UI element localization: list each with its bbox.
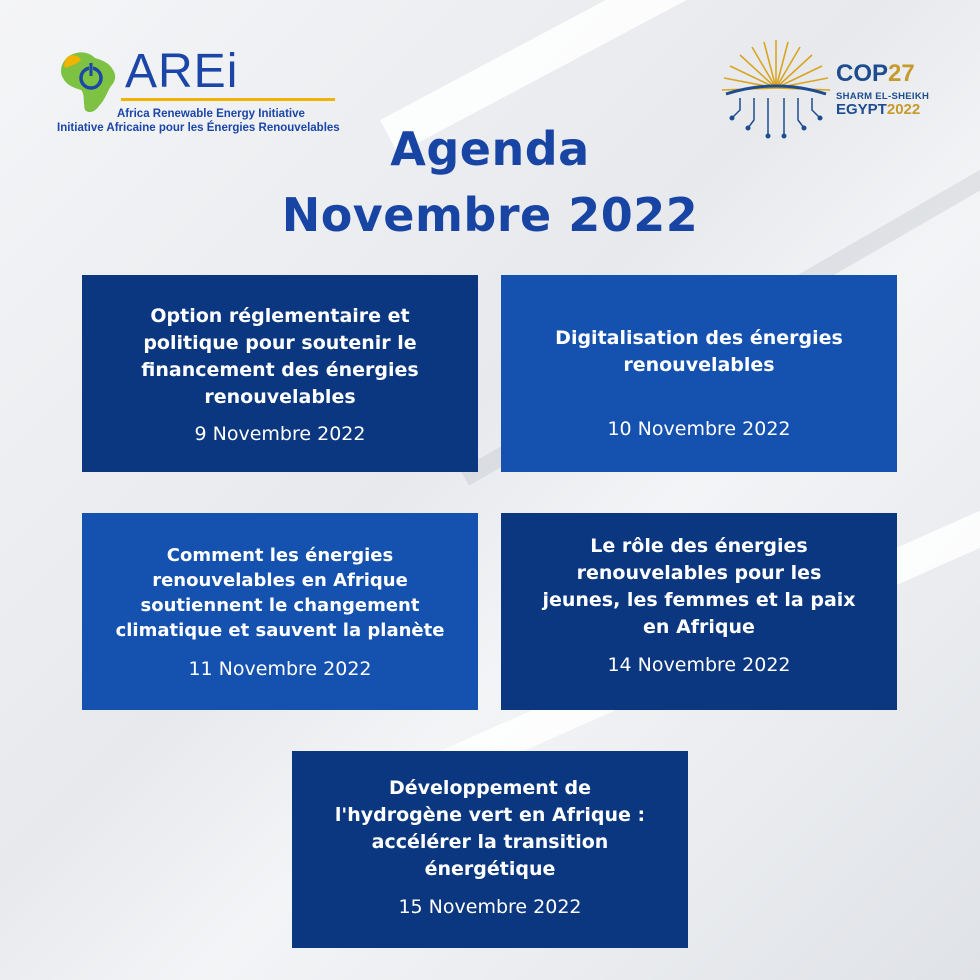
- event-title: Développement de l'hydrogène vert en Afrique : accélérer la transition énergétique: [334, 777, 646, 880]
- event-card: [292, 751, 688, 948]
- arei-divider: [121, 98, 335, 101]
- event-date: 9 Novembre 2022: [194, 423, 366, 445]
- event-date: 10 Novembre 2022: [607, 418, 791, 440]
- cop27-city: SHARM EL-SHEIKH: [836, 91, 930, 102]
- event-date: 14 Novembre 2022: [607, 654, 791, 676]
- event-card: [501, 513, 897, 710]
- event-title: Digitalisation des énergies renouvelables: [555, 327, 843, 376]
- event-card: [82, 275, 478, 472]
- event-date: 15 Novembre 2022: [398, 896, 582, 918]
- page-subtitle: Novembre 2022: [281, 188, 699, 242]
- event-title: Le rôle des énergies renouvelables pour les jeunes, les femmes et la paix en Afrique: [542, 535, 856, 638]
- event-card: [501, 275, 897, 472]
- cop27-country-year: EGYPT2022: [836, 101, 921, 118]
- arei-subtitle-fr: Initiative Africaine pour les Énergies Renouvelables: [57, 122, 340, 134]
- arei-subtitle-en: Africa Renewable Energy Initiative: [117, 108, 305, 120]
- page-title: Agenda: [390, 122, 590, 176]
- africa-map-power-icon: [55, 48, 125, 118]
- arei-wordmark: AREi: [125, 45, 239, 98]
- cop27-wordmark: COP27: [836, 60, 915, 87]
- event-date: 11 Novembre 2022: [188, 658, 372, 680]
- event-card: [82, 513, 478, 710]
- event-title: Comment les énergies renouvelables en Afrique soutiennent le changement climatique et sauvent la planète: [115, 545, 445, 641]
- event-title: Option réglementaire et politique pour soutenir le financement des énergies renouvelables: [141, 305, 419, 408]
